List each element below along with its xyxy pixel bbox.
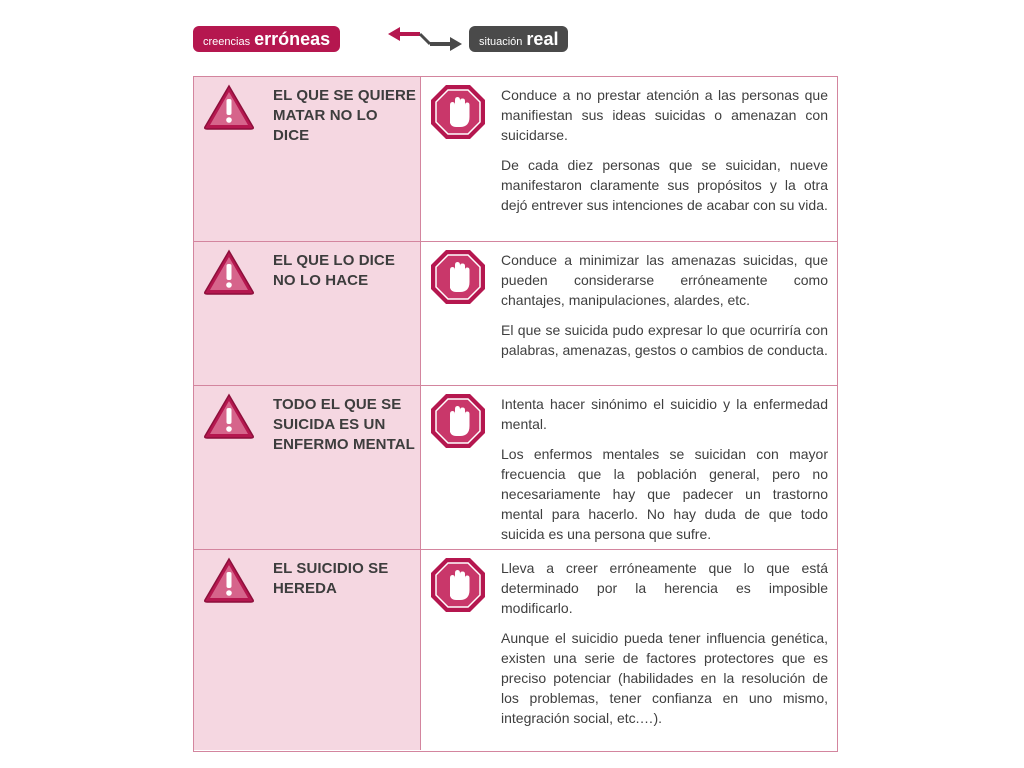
warning-triangle-icon [203,556,255,604]
warning-triangle-icon [203,248,255,296]
myth-text: TODO EL QUE SE SUICIDA ES UN ENFERMO MENTAL [273,396,415,453]
erroneous-beliefs-badge [193,26,340,52]
myths-table [193,76,838,752]
real-situation-big-label: real [526,29,559,49]
myth-text: EL QUE LO DICE NO LO HACE [273,252,395,289]
legend-header [193,24,613,54]
stop-hand-icon [429,83,487,141]
table-row [194,77,837,241]
warning-triangle-icon [203,83,255,131]
reality-paragraph: Aunque el suicidio pueda tener influencia genética, existen una serie de factores protectores que es preciso potenciar (habilidades en la resolución de los problemas, tener confianza en uno mismo, integración social, etc.…). [501,630,828,726]
myth-cell [194,77,421,241]
reality-cell [501,558,828,738]
bidirectional-arrows-icon [386,24,464,54]
stop-hand-icon [429,248,487,306]
myth-text: EL QUE SE QUIERE MATAR NO LO DICE [273,87,417,144]
reality-paragraph: Lleva a creer erróneamente que lo que está determinado por la herencia es imposible modificarlo. [501,560,828,616]
myth-text: EL SUICIDIO SE HEREDA [273,560,389,597]
reality-paragraph: Conduce a minimizar las amenazas suicidas, que pueden considerarse erróneamente como chantajes, manipulaciones, alardes, etc. [501,252,828,308]
myth-cell [194,386,421,549]
reality-paragraph: Conduce a no prestar atención a las personas que manifiestan sus ideas suicidas o amenazan con suicidarse. [501,87,828,143]
myth-cell [194,550,421,750]
reality-paragraph: Los enfermos mentales se suicidan con mayor frecuencia que la población general, pero no necesariamente hay que padecer un trastorno mental para hacerlo. No hay duda de que todo suicida es una persona que sufre. [501,446,828,542]
warning-triangle-icon [203,392,255,440]
stop-hand-icon [429,556,487,614]
real-situation-small-label: situación [479,36,523,48]
reality-paragraph: De cada diez personas que se suicidan, nueve manifestaron claramente sus propósitos y la otra dejó entrever sus intenciones de acabar con su vida. [501,157,828,213]
stop-hand-icon [429,392,487,450]
table-row [194,549,837,750]
reality-cell [501,250,828,370]
real-situation-badge [469,26,568,52]
erroneous-beliefs-small-label: creencias [203,36,251,48]
erroneous-beliefs-big-label: erróneas [254,29,331,49]
reality-cell [501,394,828,554]
reality-cell [501,85,828,225]
table-row [194,385,837,549]
table-row [194,241,837,385]
reality-paragraph: El que se suicida pudo expresar lo que ocurriría con palabras, amenazas, gestos o cambios de conducta. [501,322,828,358]
myth-cell [194,242,421,385]
reality-paragraph: Intenta hacer sinónimo el suicidio y la enfermedad mental. [501,396,828,432]
